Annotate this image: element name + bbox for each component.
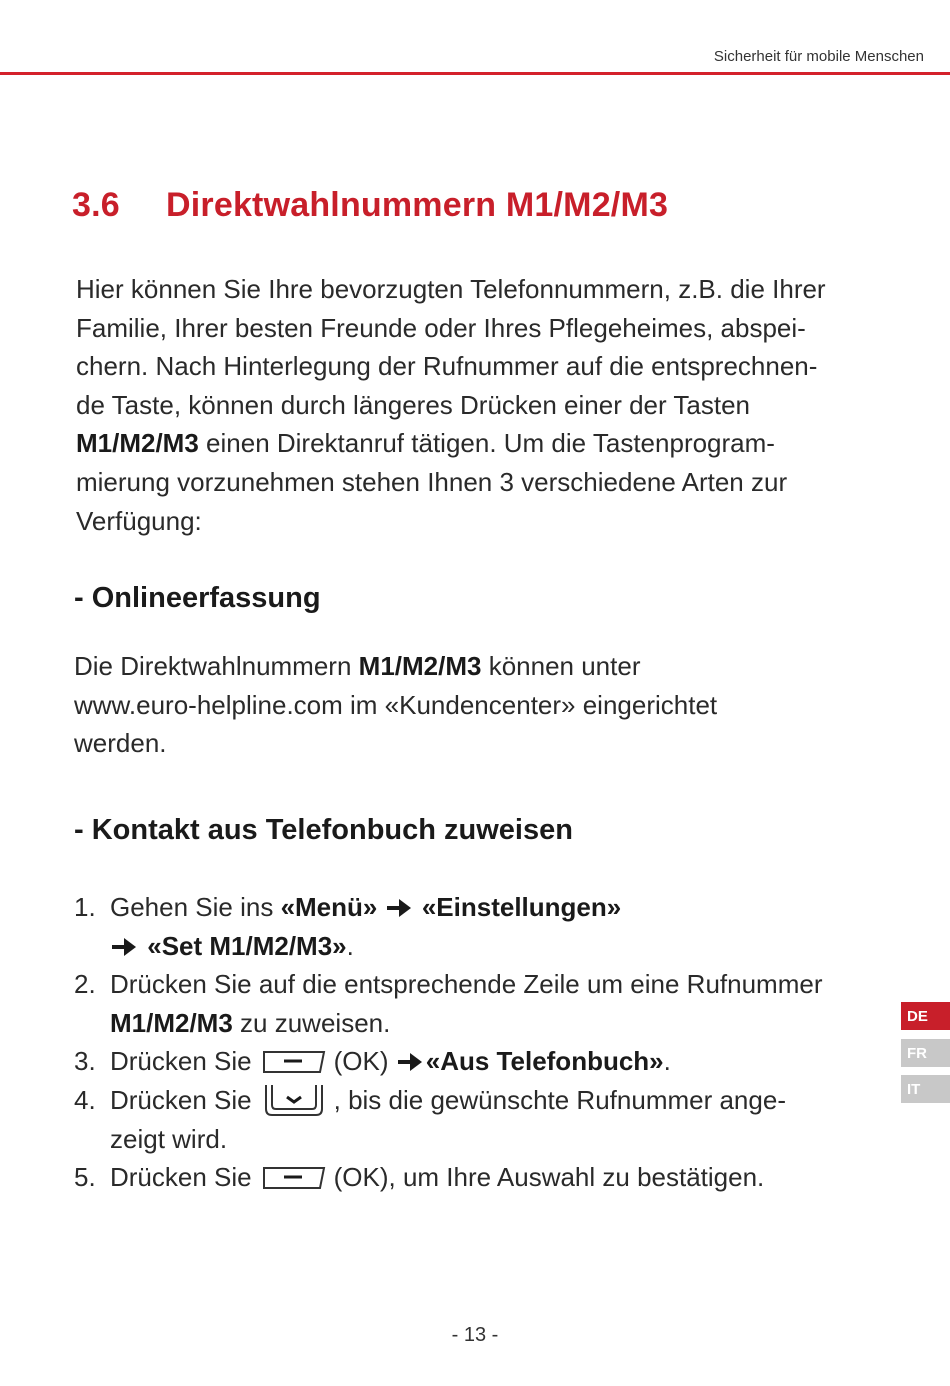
list-item — [74, 1158, 904, 1197]
list-item — [74, 1081, 904, 1120]
header-tagline: Sicherheit für mobile Menschen — [713, 48, 924, 65]
arrow-right-icon — [385, 897, 415, 919]
menu-path-set: «Set M1/M2/M3» — [147, 930, 347, 961]
intro-line: mierung vorzunehmen stehen Ihnen 3 verschiedene Arten zur — [76, 466, 788, 497]
step-text-part: . — [663, 1046, 671, 1077]
list-item — [74, 888, 904, 927]
online-heading: - Onlineerfassung — [74, 582, 321, 614]
online-keys-bold: M1/M2/M3 — [358, 651, 482, 681]
language-tab-it[interactable]: IT — [901, 1075, 950, 1103]
step-text-part: Drücken Sie — [110, 1162, 252, 1193]
steps-list — [74, 888, 904, 1197]
language-tab-fr[interactable]: FR — [901, 1039, 950, 1067]
list-item — [74, 1042, 904, 1081]
step-text: Drücken Sie auf die entsprechende Zeile um eine Rufnummer — [110, 969, 823, 1000]
step-text-part: (OK) — [333, 1046, 389, 1077]
step-text: zeigt wird. — [110, 1123, 228, 1154]
menu-path-phonebook: «Aus Telefonbuch» — [425, 1046, 664, 1077]
step-text — [110, 1158, 904, 1197]
step-text — [110, 1042, 904, 1081]
intro-line-rest: einen Direktanruf tätigen. Um die Tastenprogram- — [198, 428, 775, 459]
page-number: - 13 - — [451, 1324, 499, 1346]
step-number: 2. — [74, 969, 96, 1000]
list-item-continuation — [74, 1120, 904, 1159]
step-number: 4. — [74, 1084, 96, 1115]
step-text-part: (OK), um Ihre Auswahl zu bestätigen. — [333, 1162, 765, 1193]
intro-line: Familie, Ihrer besten Freunde oder Ihres Pflegeheimes, abspei- — [76, 312, 806, 343]
left-softkey-icon — [262, 1049, 326, 1075]
step-text-part: Drücken Sie — [110, 1084, 252, 1115]
step-text-part: Gehen Sie ins — [110, 892, 281, 922]
online-line — [74, 647, 717, 686]
step-text-part: , bis die gewünschte Rufnummer ange- — [333, 1084, 786, 1115]
step-text — [110, 1081, 904, 1120]
keys-bold: M1/M2/M3 — [110, 1007, 233, 1038]
intro-line: de Taste, können durch längeres Drücken einer der Tasten — [76, 389, 751, 420]
section-title-text: Direktwahlnummern M1/M2/M3 — [166, 186, 669, 224]
step-text-part: . — [346, 930, 354, 961]
intro-line: Hier können Sie Ihre bevorzugten Telefonnummern, z.B. die Ihrer — [76, 274, 826, 304]
step-number: 5. — [74, 1162, 96, 1193]
menu-path-settings: «Einstellungen» — [421, 892, 622, 922]
contact-heading: - Kontakt aus Telefonbuch zuweisen — [74, 814, 573, 846]
intro-paragraph — [76, 270, 826, 540]
list-item — [74, 965, 904, 1004]
online-text: Die Direktwahlnummern — [74, 651, 359, 681]
step-text — [110, 888, 904, 927]
step-number: 1. — [74, 892, 96, 922]
list-item-continuation — [74, 1004, 904, 1043]
list-item-continuation — [74, 927, 904, 966]
online-text: können unter — [481, 651, 641, 681]
language-tab-de[interactable]: DE — [901, 1002, 950, 1030]
section-number: 3.6 — [72, 186, 120, 224]
intro-line: chern. Nach Hinterlegung der Rufnummer auf die entsprechnen- — [76, 351, 818, 382]
step-text — [110, 1004, 904, 1043]
nav-down-key-icon — [262, 1083, 326, 1117]
online-line: www.euro-helpline.com im «Kundencenter» eingerichtet — [74, 689, 718, 720]
online-line: werden. — [74, 728, 167, 759]
arrow-right-icon — [396, 1051, 426, 1073]
intro-keys-bold: M1/M2/M3 — [76, 428, 199, 459]
intro-line: Verfügung: — [76, 505, 202, 536]
header-rule — [0, 72, 950, 75]
arrow-right-icon — [110, 936, 140, 958]
step-text-part: Drücken Sie — [110, 1046, 252, 1077]
step-text — [110, 927, 904, 966]
step-text-part: zu zuweisen. — [232, 1007, 391, 1038]
menu-path-menu: «Menü» — [280, 892, 378, 922]
intro-line — [76, 424, 826, 463]
online-paragraph — [74, 647, 717, 763]
section-title — [72, 186, 668, 225]
step-number: 3. — [74, 1046, 96, 1077]
left-softkey-icon — [262, 1165, 326, 1191]
